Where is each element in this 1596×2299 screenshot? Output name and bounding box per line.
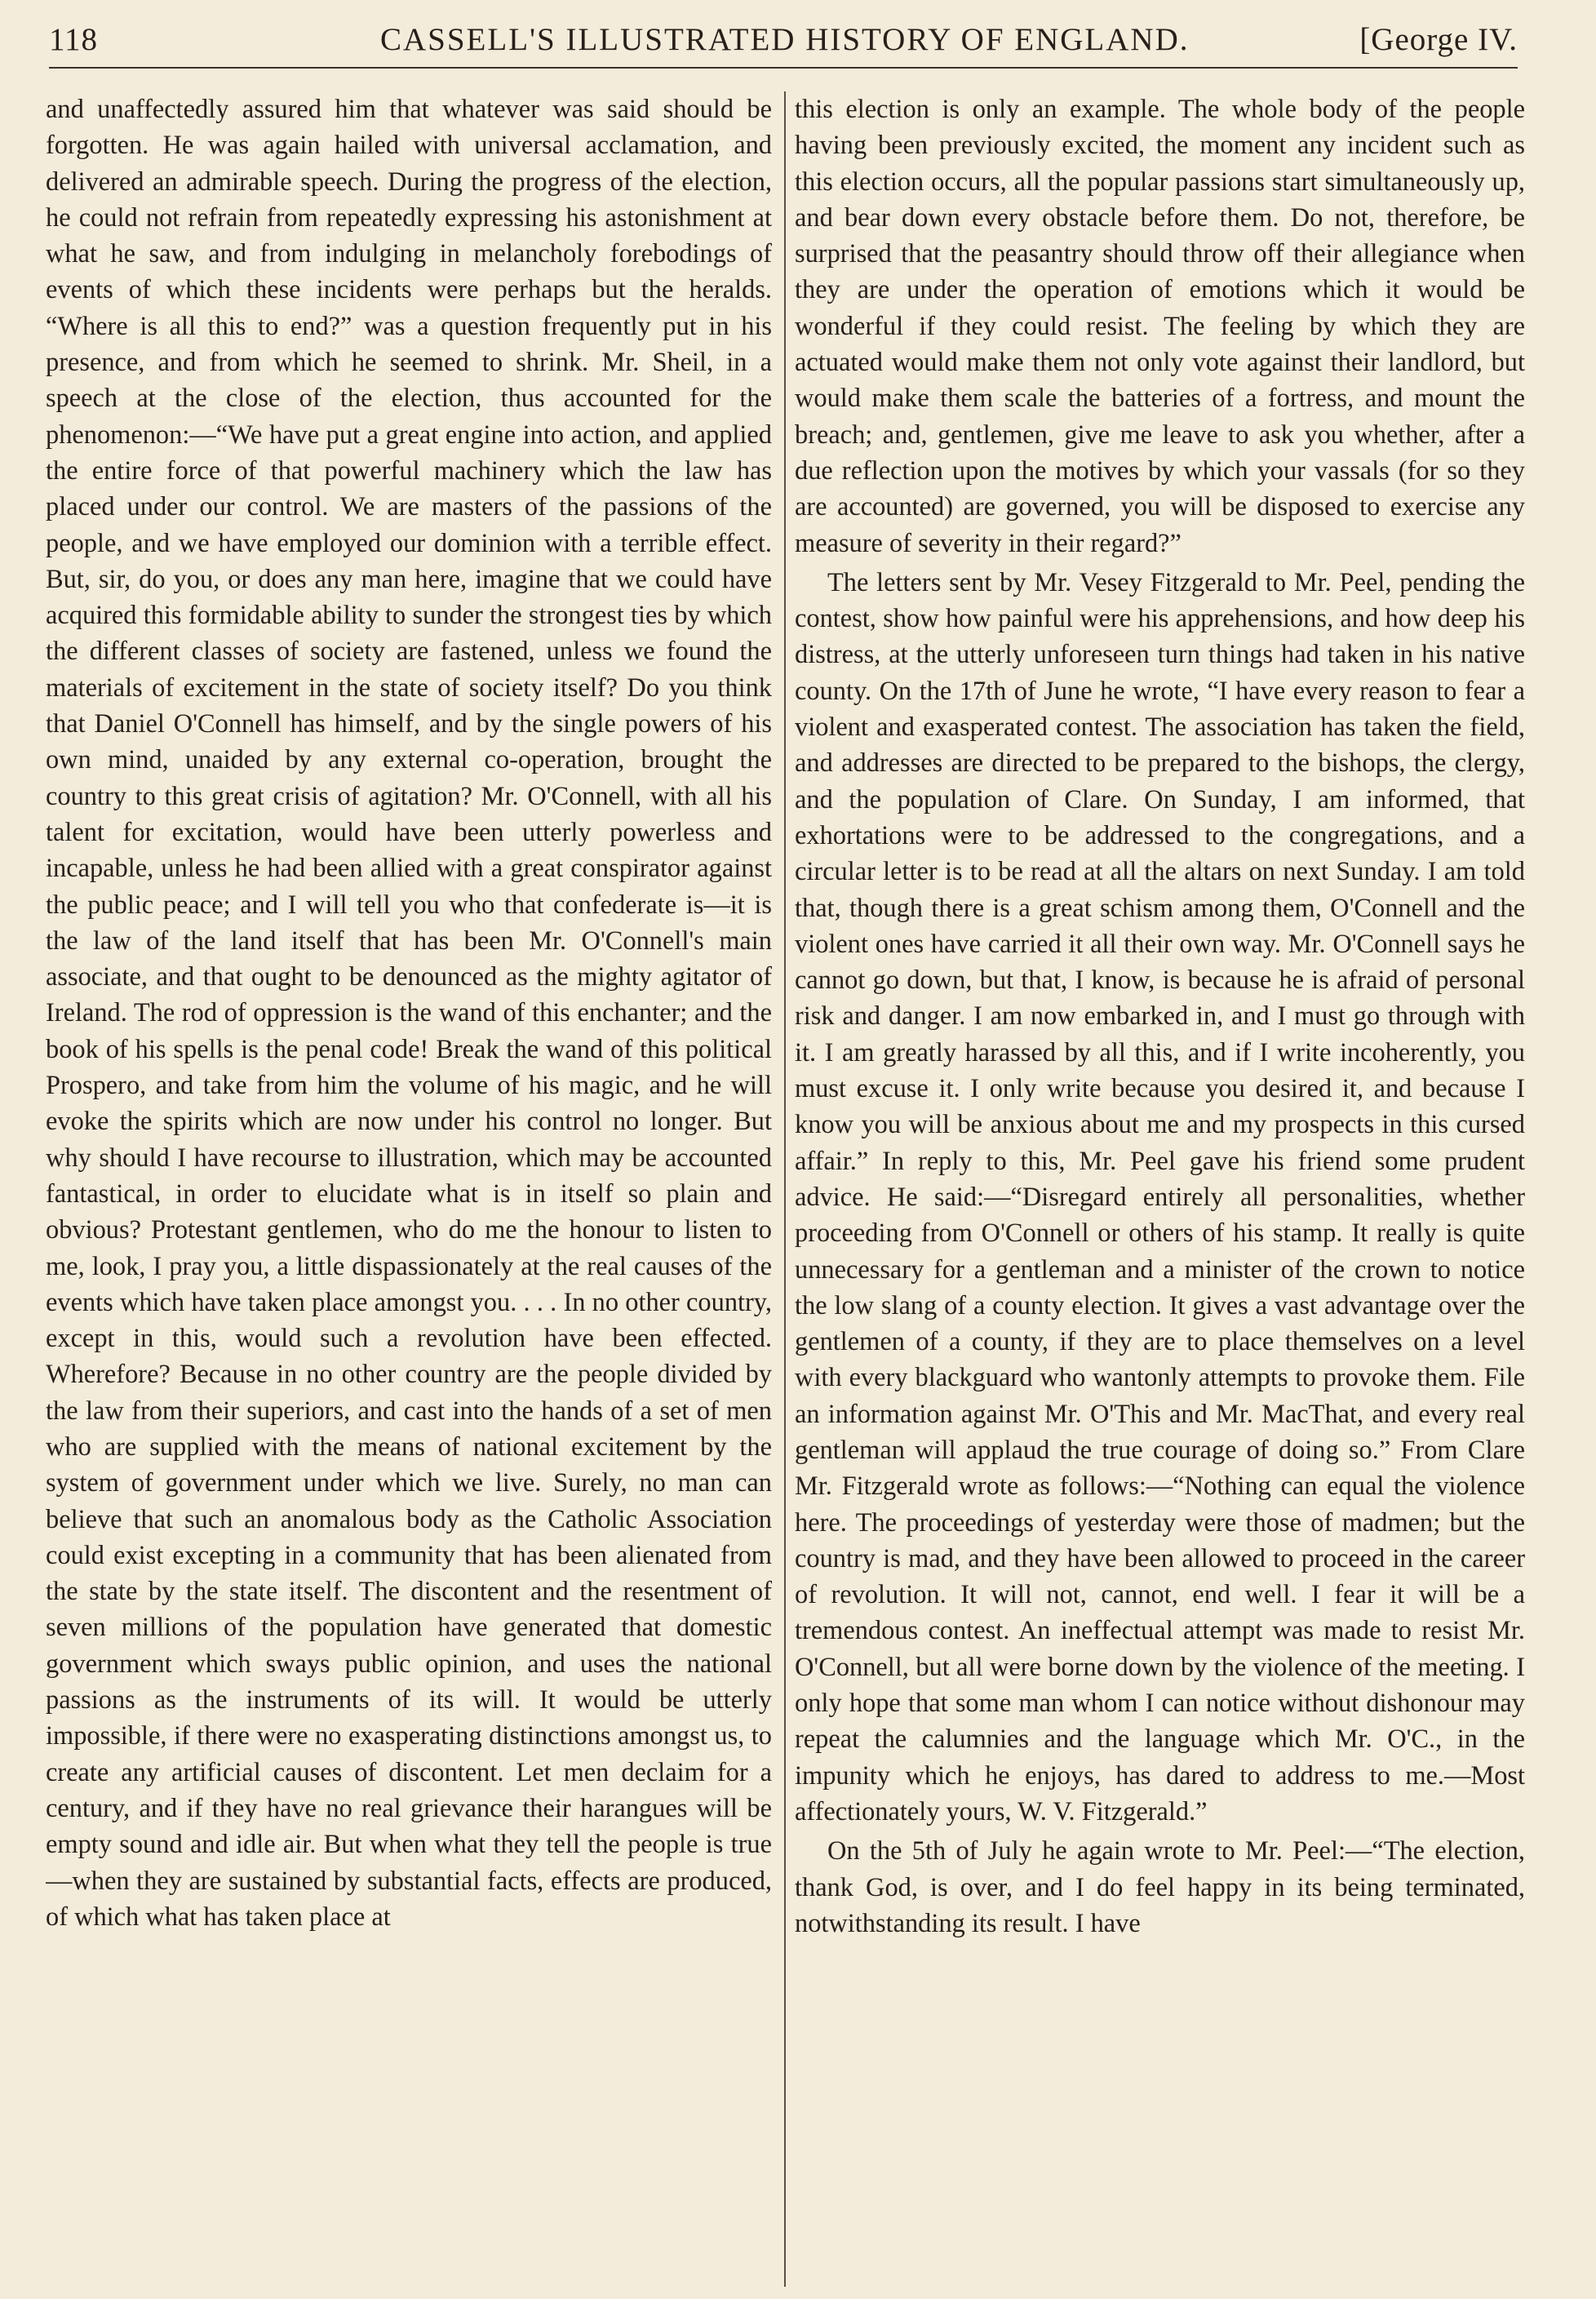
section-label: [George IV.	[1359, 22, 1518, 57]
column-divider	[784, 91, 786, 2287]
paragraph: this election is only an example. The whole body of the people having been previously excited, the moment any incident such as this election occurs, all the popular passions start simultaneously up, and bear down every obstacle before them. Do not, therefore, be surprised that the peasantry should throw off their allegiance when they are under the operation of emotions which it would be wonderful if they could resist. The feeling by which they are actuated would make them not only vote against their landlord, but would make them scale the batteries of a fortress, and mount the breach; and, gentlemen, give me leave to ask you whether, after a due reflection upon the motives by which your vassals (for so they are accounted) are governed, you will be disposed to exercise any measure of severity in their regard?”	[795, 95, 1525, 558]
paragraph: On the 5th of July he again wrote to Mr. Peel:—“The election, thank God, is over, and I do feel happy in its being terminated, notwithstanding its result. I have	[795, 1836, 1525, 1938]
page-header	[49, 16, 1518, 62]
page-number: 118	[49, 22, 99, 57]
running-title: CASSELL'S ILLUSTRATED HISTORY OF ENGLAND.	[380, 22, 1190, 57]
paragraph: and unaffectedly assured him that whatever was said should be forgotten. He was again hailed with universal acclamation, and delivered an admirable speech. During the progress of the election, he could not refrain from repeatedly expressing his astonishment at what he saw, and from indulging in melancholy forebodings of events of which these incidents were perhaps but the heralds. “Where is all this to end?” was a question frequently put in his presence, and from which he seemed to shrink. Mr. Sheil, in a speech at the close of the election, thus accounted for the phenomenon:—“We have put a great engine into action, and applied the entire force of that powerful machinery which the law has placed under our control. We are masters of the passions of the people, and we have employed our dominion with a terrible effect. But, sir, do you, or does any man here, imagine that we could have acquired this formidable ability to sunder the strongest ties by which the different classes of society are fastened, unless we found the materials of excitement in the state of society itself? Do you think that Daniel O'Connell has himself, and by the single powers of his own mind, unaided by any external co-operation, brought the country to this great crisis of agitation? Mr. O'Connell, with all his talent for excitation, would have been utterly powerless and incapable, unless he had been allied with a great conspirator against the public peace; and I will tell you who that confederate is—it is the law of the land itself that has been Mr. O'Connell's main associate, and that ought to be denounced as the mighty agitator of Ireland. The rod of oppression is the wand of this enchanter; and the book of his spells is the penal code! Break the wand of this political Prospero, and take from him the volume of his magic, and he will evoke the spirits which are now under his control no longer. But why should I have recourse to illustration, which may be accounted fantastical, in order to elucidate what is in itself so plain and obvious? Protestant gentlemen, who do me the honour to listen to me, look, I pray you, a little dispassionately at the real causes of the events which have taken place amongst you. . . . In no other country, except in this, would such a revolution have been effected. Wherefore? Because in no other country are the people divided by the law from their superiors, and cast into the hands of a set of men who are supplied with the means of national excitement by the system of government under which we live. Surely, no man can believe that such an anomalous body as the Catholic Association could exist excepting in a community that has been alienated from the state by the state itself. The discontent and the resentment of seven millions of the population have generated that domestic government which sways public opinion, and uses the national passions as the instruments of its will. It would be utterly impossible, if there were no exasperating distinctions amongst us, to create any artificial causes of discontent. Let men declaim for a century, and if they have no real grievance their harangues will be empty sound and idle air. But when what they tell the people is true—when they are sustained by substantial facts, effects are produced, of which what has taken place at	[46, 95, 772, 1932]
paragraph: The letters sent by Mr. Vesey Fitzgerald to Mr. Peel, pending the contest, show how painful were his apprehensions, and how deep his distress, at the utterly unforeseen turn things had taken in his native county. On the 17th of June he wrote, “I have every reason to fear a violent and exasperated contest. The association has taken the field, and addresses are directed to be prepared to the bishops, the clergy, and the population of Clare. On Sunday, I am informed, that exhortations were to be addressed to the congregations, and a circular letter is to be read at all the altars on next Sunday. I am told that, though there is a great schism among them, O'Connell and the violent ones have carried it all their own way. Mr. O'Connell says he cannot go down, but that, I know, is because he is afraid of personal risk and danger. I am now embarked in, and I must go through with it. I am greatly harassed by all this, and if I write incoherently, you must excuse it. I only write because you desired it, and because I know you will be anxious about me and my prospects in this cursed affair.” In reply to this, Mr. Peel gave his friend some prudent advice. He said:—“Disregard entirely all personalities, whether proceeding from O'Connell or others of his stamp. It really is quite unnecessary for a gentleman and a minister of the crown to notice the low slang of a county election. It gives a vast advantage over the gentlemen of a county, if they are to place themselves on a level with every blackguard who wantonly attempts to provoke them. File an information against Mr. O'This and Mr. MacThat, and every real gentleman will applaud the true courage of doing so.” From Clare Mr. Fitzgerald wrote as follows:—“Nothing can equal the violence here. The proceedings of yesterday were those of madmen; but the country is mad, and they have been allowed to proceed in the career of revolution. It will not, cannot, end well. I fear it will be a tremendous contest. An ineffectual attempt was made to resist Mr. O'Connell, but all were borne down by the violence of the meeting. I only hope that some man whom I can notice without dishonour may repeat the calumnies and the language which Mr. O'C., in the impunity which he enjoys, has dared to address to me.—Most affectionately yours, W. V. Fitzgerald.”	[795, 567, 1525, 1826]
header-rule	[49, 67, 1518, 69]
text-column-left	[46, 91, 772, 2287]
text-column-right	[795, 91, 1525, 2287]
